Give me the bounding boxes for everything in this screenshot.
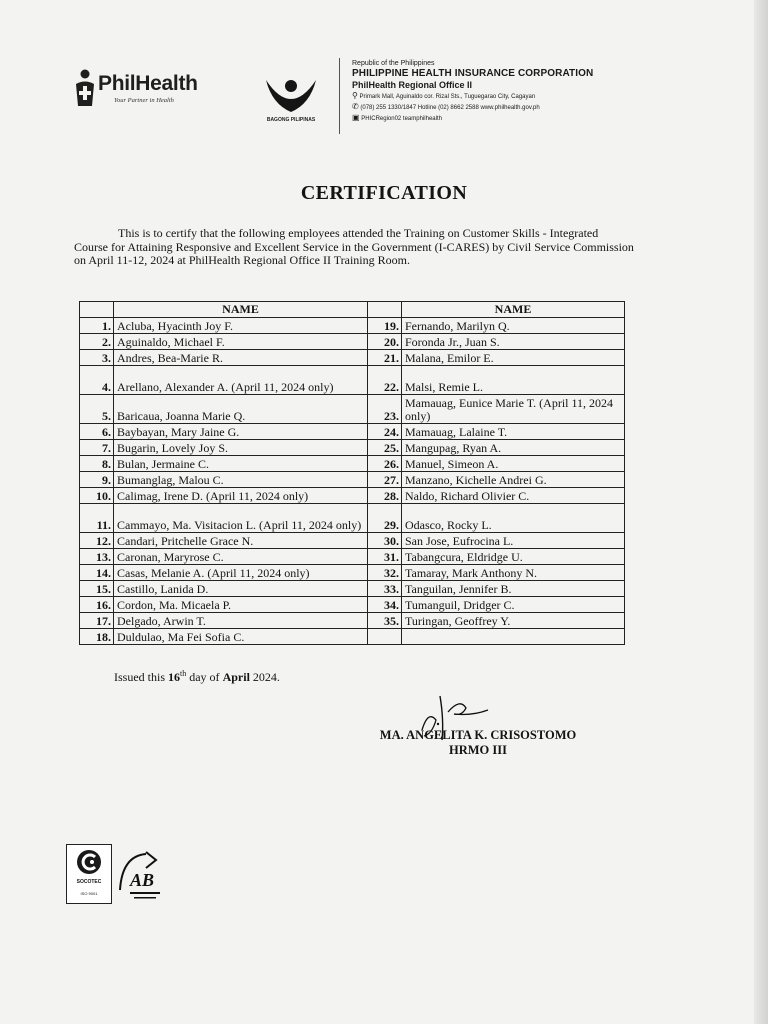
table-row <box>80 504 625 533</box>
attendee-name-right: Odasco, Rocky L. <box>402 504 625 533</box>
row-number-left: 15. <box>80 581 114 597</box>
attendee-name-right: Tanguilan, Jennifer B. <box>402 581 625 597</box>
republic-line: Republic of the Philippines <box>352 60 435 67</box>
attendee-name-right: Tumanguil, Dridger C. <box>402 597 625 613</box>
attendee-name-right: Naldo, Richard Olivier C. <box>402 488 625 504</box>
social-text: PHICRegion02 teamphilhealth <box>361 116 442 122</box>
signatory-position: HRMO III <box>449 743 507 757</box>
contact-text: (078) 255 1330/1847 Hotline (02) 8662 2588 www.philhealth.gov.ph <box>360 105 540 111</box>
svg-text:AB: AB <box>130 870 155 890</box>
bagong-pilipinas-emblem-icon <box>258 74 324 116</box>
row-number-right: 33. <box>368 581 402 597</box>
attendee-name-left: Duldulao, Ma Fei Sofia C. <box>114 629 368 645</box>
social-line <box>352 113 652 124</box>
table-row <box>80 581 625 597</box>
table-row <box>80 318 625 334</box>
intro-paragraph: This is to certify that the following employees attended the Training on Customer Skills - Integrated Course for Attaining Responsive and Excellent Service in the Government (I-CARES) by Civil Service Commission on April 11-12, 2024 at PhilHealth Regional Office II Training Room. <box>74 226 634 267</box>
signatory-block <box>318 728 638 758</box>
row-number-right: 24. <box>368 424 402 440</box>
row-number-right: 32. <box>368 565 402 581</box>
row-number-left: 6. <box>80 424 114 440</box>
row-number-left: 4. <box>80 366 114 395</box>
row-number-left: 2. <box>80 334 114 350</box>
attendee-name-left: Calimag, Irene D. (April 11, 2024 only) <box>114 488 368 504</box>
attendee-name-left: Andres, Bea-Marie R. <box>114 350 368 366</box>
attendee-name-right: Tabangcura, Eldridge U. <box>402 549 625 565</box>
row-number-right: 34. <box>368 597 402 613</box>
row-number-right: 28. <box>368 488 402 504</box>
socotec-icon <box>67 845 111 879</box>
philhealth-wordmark: PhilHealth <box>98 72 198 95</box>
regional-office: PhilHealth Regional Office II <box>352 80 473 90</box>
attendee-name-right: Fernando, Marilyn Q. <box>402 318 625 334</box>
attendee-name-left: Candari, Pritchelle Grace N. <box>114 533 368 549</box>
attendee-name-left: Cordon, Ma. Micaela P. <box>114 597 368 613</box>
row-number-left: 13. <box>80 549 114 565</box>
attendee-name-right: Mamauag, Eunice Marie T. (April 11, 2024 only) <box>402 395 625 424</box>
bagong-pilipinas-caption: BAGONG PILIPINAS <box>266 117 316 123</box>
bagong-pilipinas-logo <box>258 74 324 124</box>
attendee-name-left: Bumanglag, Malou C. <box>114 472 368 488</box>
attendees-table <box>79 301 625 645</box>
row-number-left: 1. <box>80 318 114 334</box>
table-row <box>80 334 625 350</box>
header-divider <box>339 58 340 134</box>
socotec-iso-badge <box>66 844 112 904</box>
row-number-left: 11. <box>80 504 114 533</box>
table-row <box>80 629 625 645</box>
row-number-right: 35. <box>368 613 402 629</box>
row-number-right: 31. <box>368 549 402 565</box>
socotec-label: SOCOTEC <box>76 879 102 885</box>
letterhead <box>352 60 652 124</box>
row-number-left: 3. <box>80 350 114 366</box>
row-number-right: 29. <box>368 504 402 533</box>
table-row <box>80 613 625 629</box>
table-row <box>80 456 625 472</box>
signatory-name: MA. ANGELITA K. CRISOSTOMO <box>379 728 577 742</box>
attendee-name-left: Aguinaldo, Michael F. <box>114 334 368 350</box>
table-row <box>80 440 625 456</box>
row-number-right: 22. <box>368 366 402 395</box>
attendee-name-left: Acluba, Hyacinth Joy F. <box>114 318 368 334</box>
address-line <box>352 91 652 102</box>
header-name-left: NAME <box>114 302 368 318</box>
attendee-name-right <box>402 629 625 645</box>
attendee-name-right: Mangupag, Ryan A. <box>402 440 625 456</box>
attendees-body <box>80 318 625 645</box>
philhealth-logo <box>74 66 214 110</box>
table-row <box>80 549 625 565</box>
header-blank-left <box>80 302 114 318</box>
philhealth-person-icon <box>74 68 96 108</box>
table-row <box>80 488 625 504</box>
attendee-name-left: Baricaua, Joanna Marie Q. <box>114 395 368 424</box>
attendee-name-left: Cammayo, Ma. Visitacion L. (April 11, 2024 only) <box>114 504 368 533</box>
row-number-right: 21. <box>368 350 402 366</box>
certification-logos <box>66 844 176 908</box>
facebook-icon: ▣ <box>352 113 360 122</box>
table-header-row <box>80 302 625 318</box>
row-number-left: 10. <box>80 488 114 504</box>
attendee-name-right: Manuel, Simeon A. <box>402 456 625 472</box>
issued-prefix: Issued this <box>114 670 168 684</box>
pab-accreditation-icon <box>116 846 168 902</box>
attendee-name-right: Manzano, Kichelle Andrei G. <box>402 472 625 488</box>
row-number-right: 30. <box>368 533 402 549</box>
attendee-name-left: Castillo, Lanida D. <box>114 581 368 597</box>
attendee-name-left: Delgado, Arwin T. <box>114 613 368 629</box>
row-number-right: 26. <box>368 456 402 472</box>
attendee-name-right: Malsi, Remie L. <box>402 366 625 395</box>
row-number-left: 17. <box>80 613 114 629</box>
row-number-left: 12. <box>80 533 114 549</box>
row-number-left: 9. <box>80 472 114 488</box>
attendee-name-left: Casas, Melanie A. (April 11, 2024 only) <box>114 565 368 581</box>
table-row <box>80 565 625 581</box>
row-number-left: 8. <box>80 456 114 472</box>
attendee-name-right: Tamaray, Mark Anthony N. <box>402 565 625 581</box>
attendee-name-left: Caronan, Maryrose C. <box>114 549 368 565</box>
issued-mid: day of <box>186 670 223 684</box>
attendee-name-right: Foronda Jr., Juan S. <box>402 334 625 350</box>
attendee-name-left: Bulan, Jermaine C. <box>114 456 368 472</box>
row-number-right: 25. <box>368 440 402 456</box>
header-name-right: NAME <box>402 302 625 318</box>
table-row <box>80 366 625 395</box>
attendee-name-left: Arellano, Alexander A. (April 11, 2024 only) <box>114 366 368 395</box>
row-number-right: 27. <box>368 472 402 488</box>
row-number-right: 19. <box>368 318 402 334</box>
page-edge <box>754 0 768 1024</box>
table-row <box>80 597 625 613</box>
contact-line <box>352 102 652 113</box>
attendee-name-left: Bugarin, Lovely Joy S. <box>114 440 368 456</box>
issued-suffix: th <box>180 669 187 678</box>
row-number-left: 14. <box>80 565 114 581</box>
document-title: CERTIFICATION <box>300 182 468 204</box>
attendee-name-left: Baybayan, Mary Jaine G. <box>114 424 368 440</box>
row-number-right <box>368 629 402 645</box>
row-number-left: 7. <box>80 440 114 456</box>
attendee-name-right: Malana, Emilor E. <box>402 350 625 366</box>
issued-day: 16 <box>168 670 180 684</box>
table-row <box>80 350 625 366</box>
iso-label: ISO 9001 <box>80 891 98 896</box>
row-number-left: 5. <box>80 395 114 424</box>
philhealth-tagline: Your Partner in Health <box>114 97 174 104</box>
issued-line <box>114 669 280 685</box>
issued-month: April <box>222 670 250 684</box>
attendee-name-right: Mamauag, Lalaine T. <box>402 424 625 440</box>
issued-year: 2024. <box>249 670 280 684</box>
table-row <box>80 472 625 488</box>
row-number-right: 23. <box>368 395 402 424</box>
table-row <box>80 424 625 440</box>
header-blank-right <box>368 302 402 318</box>
row-number-left: 18. <box>80 629 114 645</box>
row-number-left: 16. <box>80 597 114 613</box>
attendee-name-right: San Jose, Eufrocina L. <box>402 533 625 549</box>
table-row <box>80 395 625 424</box>
address-text: Primark Mall, Aguinaldo cor. Rizal Sts., Tuguegarao City, Cagayan <box>359 94 536 100</box>
attendee-name-right: Turingan, Geoffrey Y. <box>402 613 625 629</box>
phone-icon: ✆ <box>352 102 359 111</box>
corporation-name: PHILIPPINE HEALTH INSURANCE CORPORATION <box>352 68 594 79</box>
table-row <box>80 533 625 549</box>
location-pin-icon: ⚲ <box>352 91 358 100</box>
row-number-right: 20. <box>368 334 402 350</box>
